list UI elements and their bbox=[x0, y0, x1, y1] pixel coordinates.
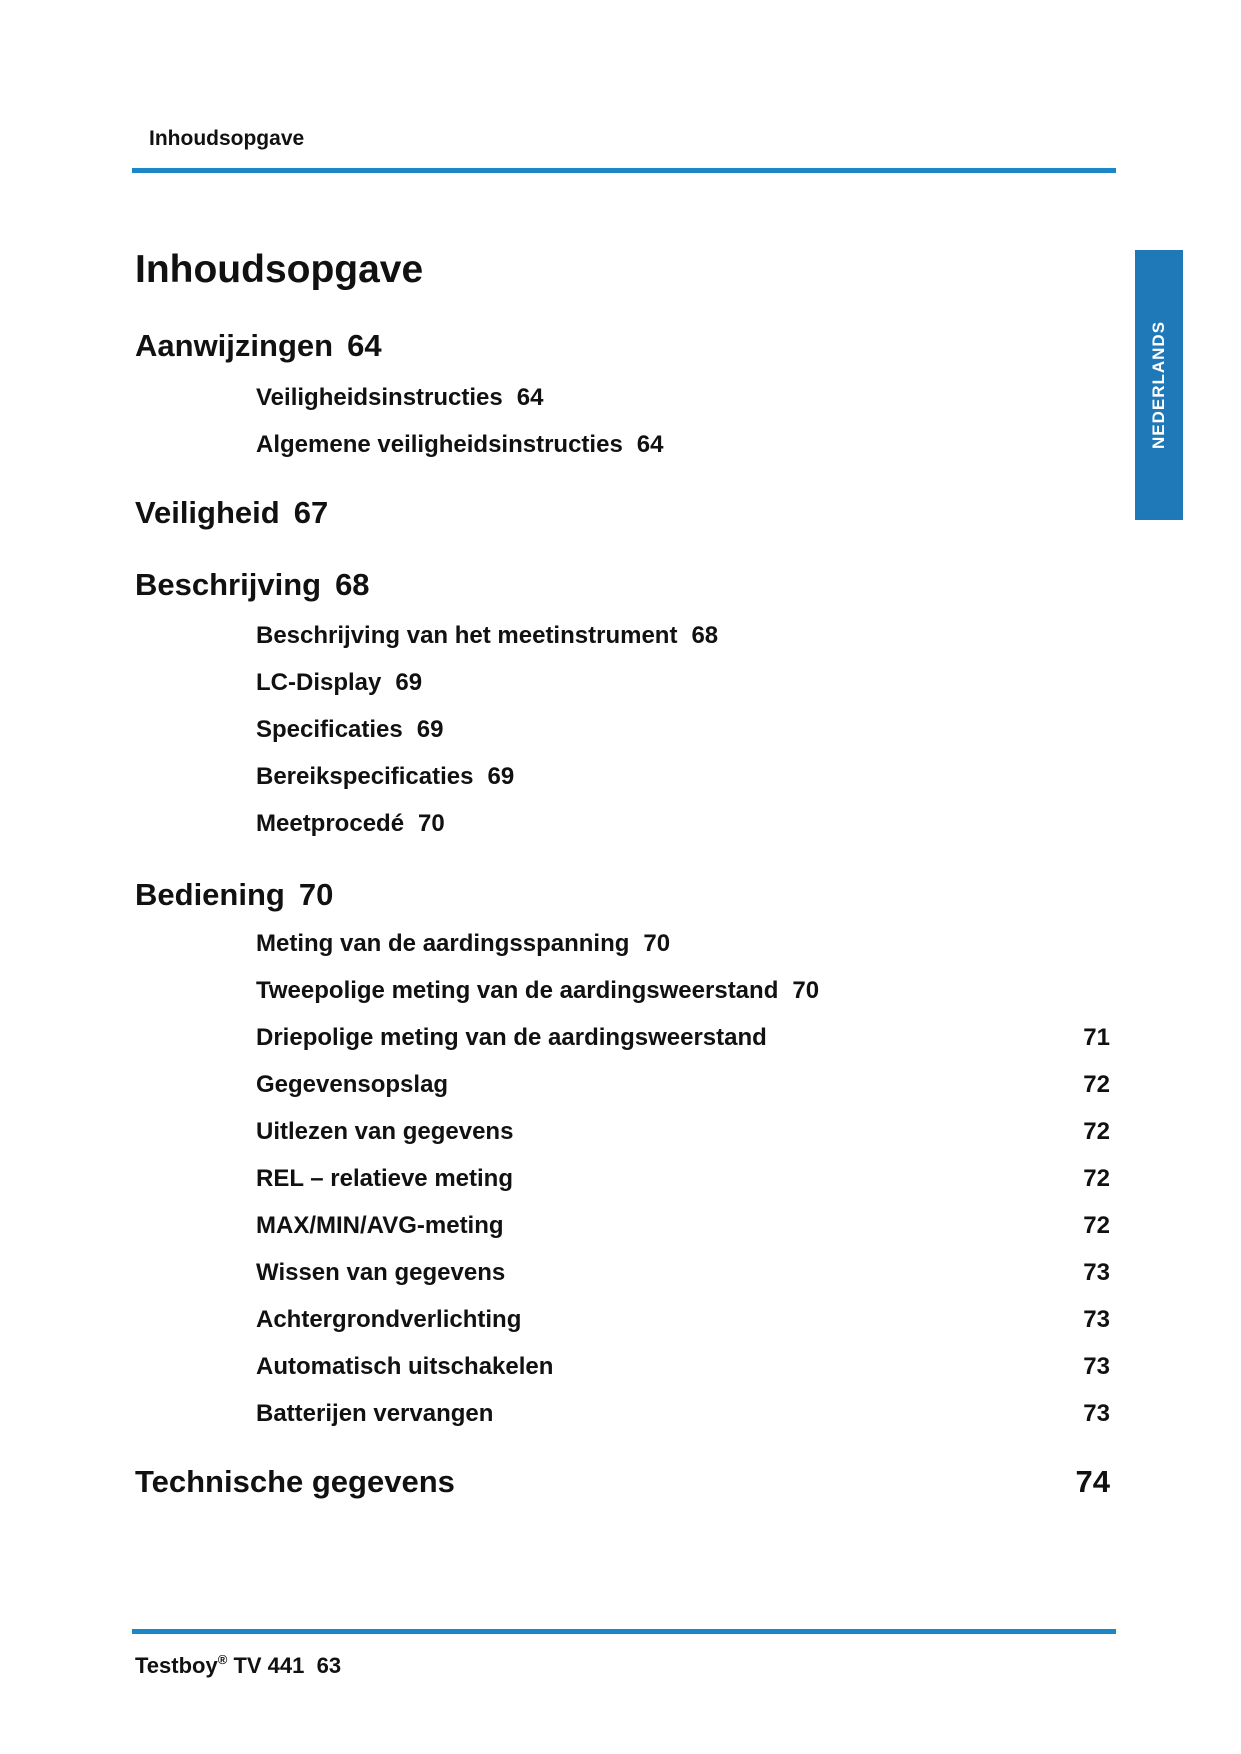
toc-entry-automatisch-uitschakelen[interactable] bbox=[256, 1353, 553, 1381]
toc-entry-page: 70 bbox=[792, 977, 820, 1004]
toc-entry-veiligheidsinstructies[interactable] bbox=[256, 384, 543, 412]
toc-entry-title: Driepolige meting van de aardingsweerstand bbox=[256, 1024, 767, 1051]
language-tab bbox=[1135, 250, 1183, 520]
toc-entry-bereikspecificaties[interactable] bbox=[256, 763, 514, 791]
toc-entry-page: 73 bbox=[1083, 1353, 1110, 1380]
toc-entry-page: 64 bbox=[636, 431, 664, 458]
toc-entry-page: 72 bbox=[1083, 1212, 1110, 1239]
toc-entry-technische-gegevens[interactable] bbox=[135, 1464, 455, 1500]
toc-entry-page: 72 bbox=[1083, 1165, 1110, 1192]
toc-entry-title: Bereikspecificaties bbox=[256, 763, 474, 790]
toc-entry-rel[interactable] bbox=[256, 1165, 513, 1193]
toc-entry-title: Meting van de aardingsspanning bbox=[256, 930, 630, 957]
footer-brand: Testboy bbox=[135, 1653, 218, 1678]
toc-entry-page: 64 bbox=[516, 384, 544, 411]
toc-entry-page: 69 bbox=[395, 669, 423, 696]
toc-entry-page: 64 bbox=[347, 328, 382, 363]
toc-entry-specificaties[interactable] bbox=[256, 716, 443, 744]
toc-entry-title: Achtergrondverlichting bbox=[256, 1306, 522, 1333]
toc-entry-uitlezen[interactable] bbox=[256, 1118, 513, 1146]
footer-model: TV 441 bbox=[233, 1653, 305, 1678]
toc-entry-page: 71 bbox=[1083, 1024, 1110, 1051]
toc-entry-page: 72 bbox=[1083, 1071, 1110, 1098]
page-title: Inhoudsopgave bbox=[135, 248, 424, 291]
toc-entry-title: REL – relatieve meting bbox=[256, 1165, 513, 1192]
toc-entry-title: Batterijen vervangen bbox=[256, 1400, 494, 1427]
toc-entry-beschrijving[interactable] bbox=[135, 567, 370, 603]
footer-rule bbox=[132, 1629, 1116, 1634]
language-tab-label: NEDERLANDS bbox=[1149, 320, 1168, 450]
toc-entry-title: Specificaties bbox=[256, 716, 403, 743]
toc-entry-title: Beschrijving van het meetinstrument bbox=[256, 622, 678, 649]
toc-entry-beschrijving-meetinstrument[interactable] bbox=[256, 622, 718, 650]
toc-entry-driepolige-meting[interactable] bbox=[256, 1024, 767, 1052]
toc-entry-max-min-avg[interactable] bbox=[256, 1212, 504, 1240]
toc-entry-page: 74 bbox=[1075, 1464, 1110, 1499]
toc-entry-batterijen-vervangen[interactable] bbox=[256, 1400, 493, 1428]
toc-entry-page: 73 bbox=[1083, 1400, 1110, 1427]
toc-entry-page: 67 bbox=[293, 495, 329, 530]
toc-entry-title: Gegevensopslag bbox=[256, 1071, 449, 1098]
toc-entry-title: Beschrijving bbox=[135, 567, 322, 602]
toc-entry-page: 72 bbox=[1083, 1118, 1110, 1145]
toc-entry-aardingsspanning[interactable] bbox=[256, 930, 670, 958]
toc-entry-tweepolige-meting[interactable] bbox=[256, 977, 819, 1005]
toc-entry-page: 73 bbox=[1083, 1306, 1110, 1333]
footer bbox=[135, 1652, 341, 1679]
toc-entry-page: 70 bbox=[418, 810, 445, 837]
toc-entry-page: 68 bbox=[691, 622, 719, 649]
toc-entry-aanwijzingen[interactable] bbox=[135, 328, 382, 364]
toc-entry-page: 69 bbox=[487, 763, 515, 790]
running-header: Inhoudsopgave bbox=[149, 127, 305, 150]
toc-entry-algemene-veiligheidsinstructies[interactable] bbox=[256, 431, 664, 459]
toc-entry-title: Wissen van gegevens bbox=[256, 1259, 506, 1286]
toc-entry-title: Veiligheid bbox=[135, 495, 280, 530]
toc-entry-page: 70 bbox=[298, 877, 334, 912]
toc-entry-page: 69 bbox=[416, 716, 444, 743]
toc-entry-wissen[interactable] bbox=[256, 1259, 505, 1287]
toc-entry-meetprocede[interactable] bbox=[256, 810, 445, 838]
toc-entry-title: Algemene veiligheidsinstructies bbox=[256, 431, 623, 458]
registered-mark: ® bbox=[217, 1652, 228, 1667]
toc-entry-title: Uitlezen van gegevens bbox=[256, 1118, 514, 1145]
toc-entry-title: Tweepolige meting van de aardingsweerstand bbox=[256, 977, 779, 1004]
toc-entry-title: LC-Display bbox=[256, 669, 382, 696]
page-number: 63 bbox=[316, 1653, 342, 1678]
toc-entry-title: Automatisch uitschakelen bbox=[256, 1353, 554, 1380]
toc-entry-title: Aanwijzingen bbox=[135, 328, 334, 363]
toc-entry-gegevensopslag[interactable] bbox=[256, 1071, 448, 1099]
toc-entry-title: Meetprocedé bbox=[256, 810, 405, 837]
toc-entry-bediening[interactable] bbox=[135, 877, 333, 913]
toc-entry-title: Bediening bbox=[135, 877, 285, 912]
toc-entry-lc-display[interactable] bbox=[256, 669, 422, 697]
toc-entry-page: 68 bbox=[335, 567, 370, 602]
toc-entry-title: Technische gegevens bbox=[135, 1464, 455, 1499]
toc-entry-title: Veiligheidsinstructies bbox=[256, 384, 503, 411]
header-rule bbox=[132, 168, 1116, 173]
toc-entry-achtergrondverlichting[interactable] bbox=[256, 1306, 521, 1334]
toc-entry-title: MAX/MIN/AVG-meting bbox=[256, 1212, 504, 1239]
toc-entry-veiligheid[interactable] bbox=[135, 495, 328, 531]
toc-entry-page: 70 bbox=[643, 930, 671, 957]
toc-entry-page: 73 bbox=[1083, 1259, 1110, 1286]
